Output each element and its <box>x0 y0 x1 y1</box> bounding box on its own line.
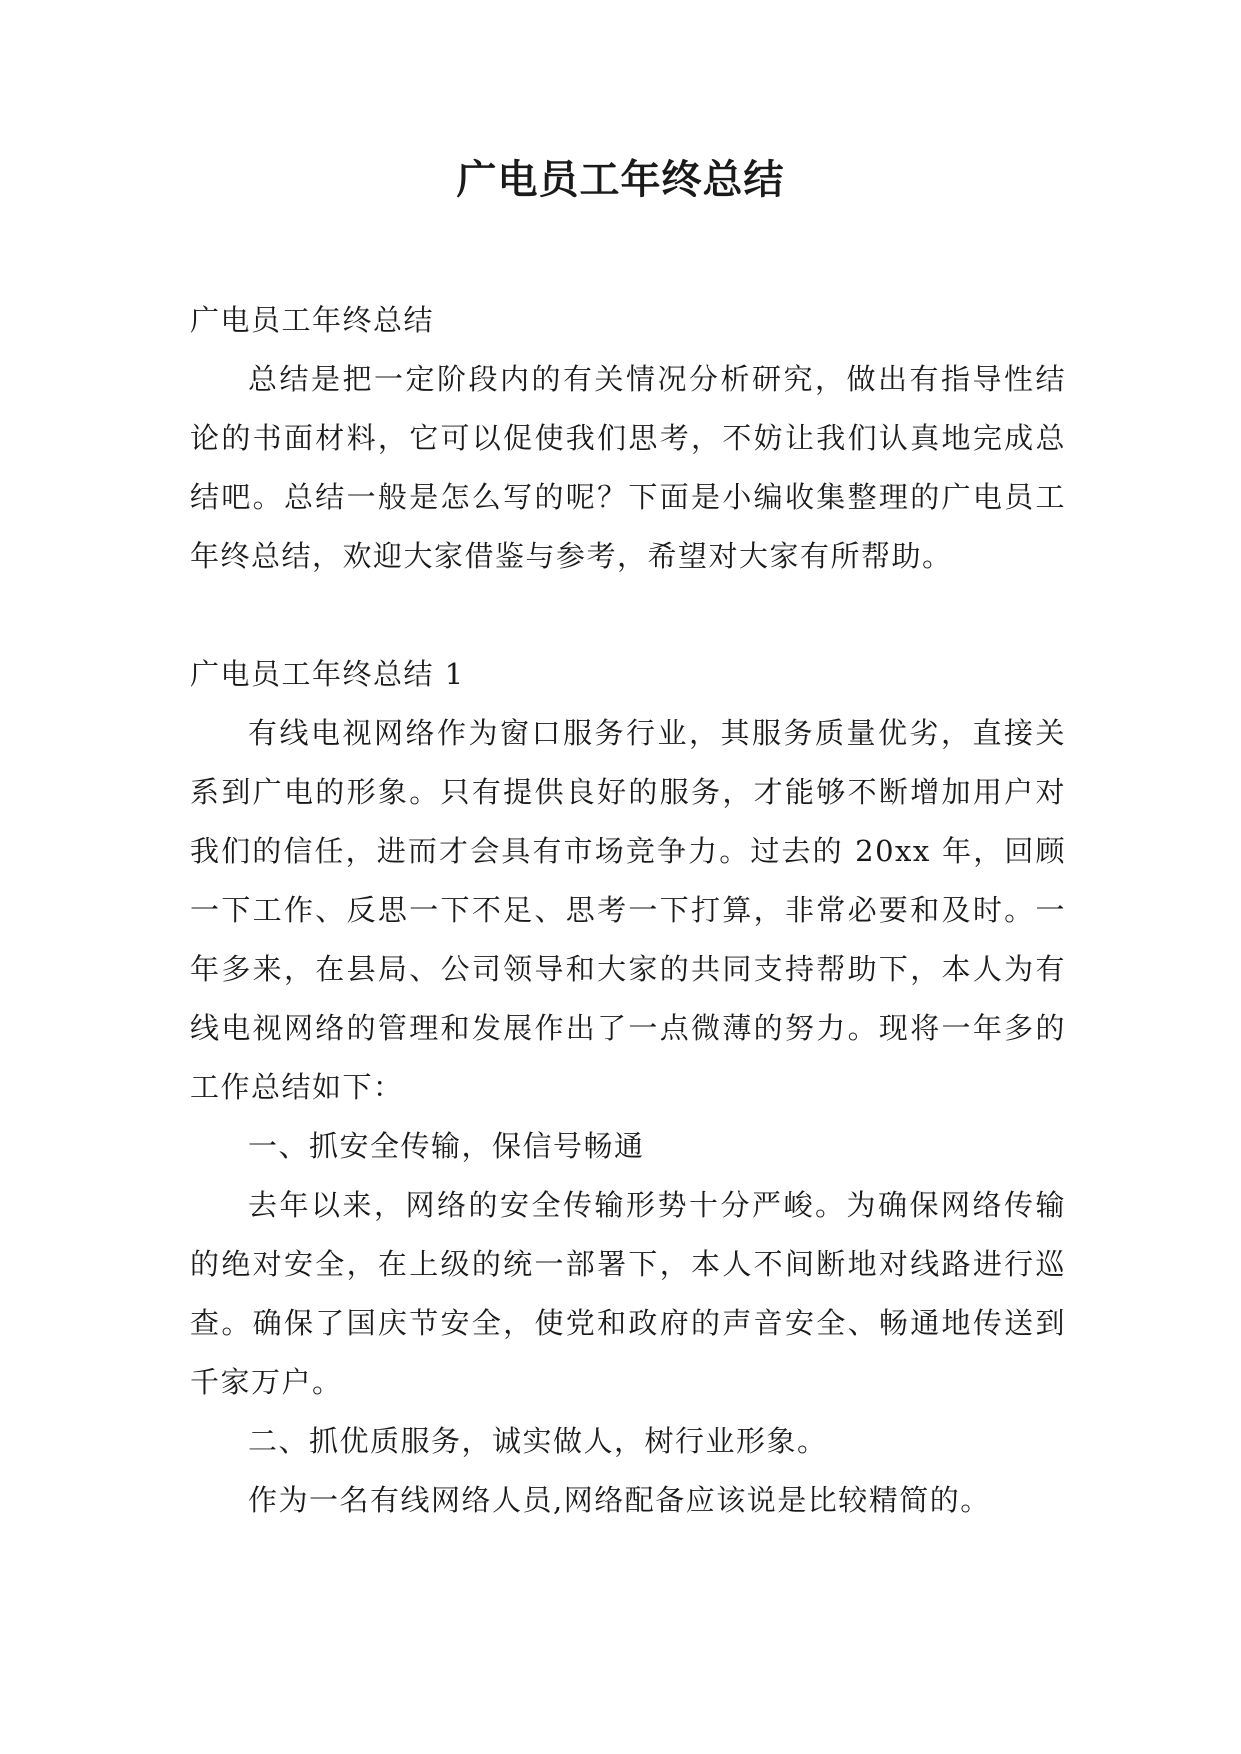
body-paragraph: 有线电视网络作为窗口服务行业，其服务质量优劣，直接关系到广电的形象。只有提供良好的服务，才能够不断增加用户对我们的信任，进而才会具有市场竞争力。过去的 20xx 年，回顾一下工作、反思一下不足、思考一下打算，非常必要和及时。一年多来，在县局、公司领导和大家的共同支持帮助下，本人为有线电视网络的管理和发展作出了一点微薄的努力。现将一年多的工作总结如下： <box>190 716 1066 1104</box>
section-heading: 广电员工年终总结 1 <box>190 657 465 691</box>
body-paragraph: 去年以来，网络的安全传输形势十分严峻。为确保网络传输的绝对安全，在上级的统一部署下，本人不间断地对线路进行巡查。确保了国庆节安全，使党和政府的声音安全、畅通地传送到千家万户。 <box>190 1188 1066 1399</box>
document-body <box>190 291 1066 1530</box>
intro-paragraph: 总结是把一定阶段内的有关情况分析研究，做出有指导性结论的书面材料，它可以促使我们思考，不妨让我们认真地完成总结吧。总结一般是怎么写的呢？下面是小编收集整理的广电员工年终总结，欢迎大家借鉴与参考，希望对大家有所帮助。 <box>190 362 1066 573</box>
sub-heading-service: 二、抓优质服务，诚实做人，树行业形象。 <box>248 1424 828 1458</box>
section-spacer <box>190 586 1066 645</box>
document-title: 广电员工年终总结 <box>456 157 785 203</box>
intro-heading: 广电员工年终总结 <box>190 303 435 337</box>
body-paragraph: 作为一名有线网络人员,网络配备应该说是比较精简的。 <box>248 1483 991 1517</box>
sub-heading-safety: 一、抓安全传输，保信号畅通 <box>248 1129 645 1163</box>
